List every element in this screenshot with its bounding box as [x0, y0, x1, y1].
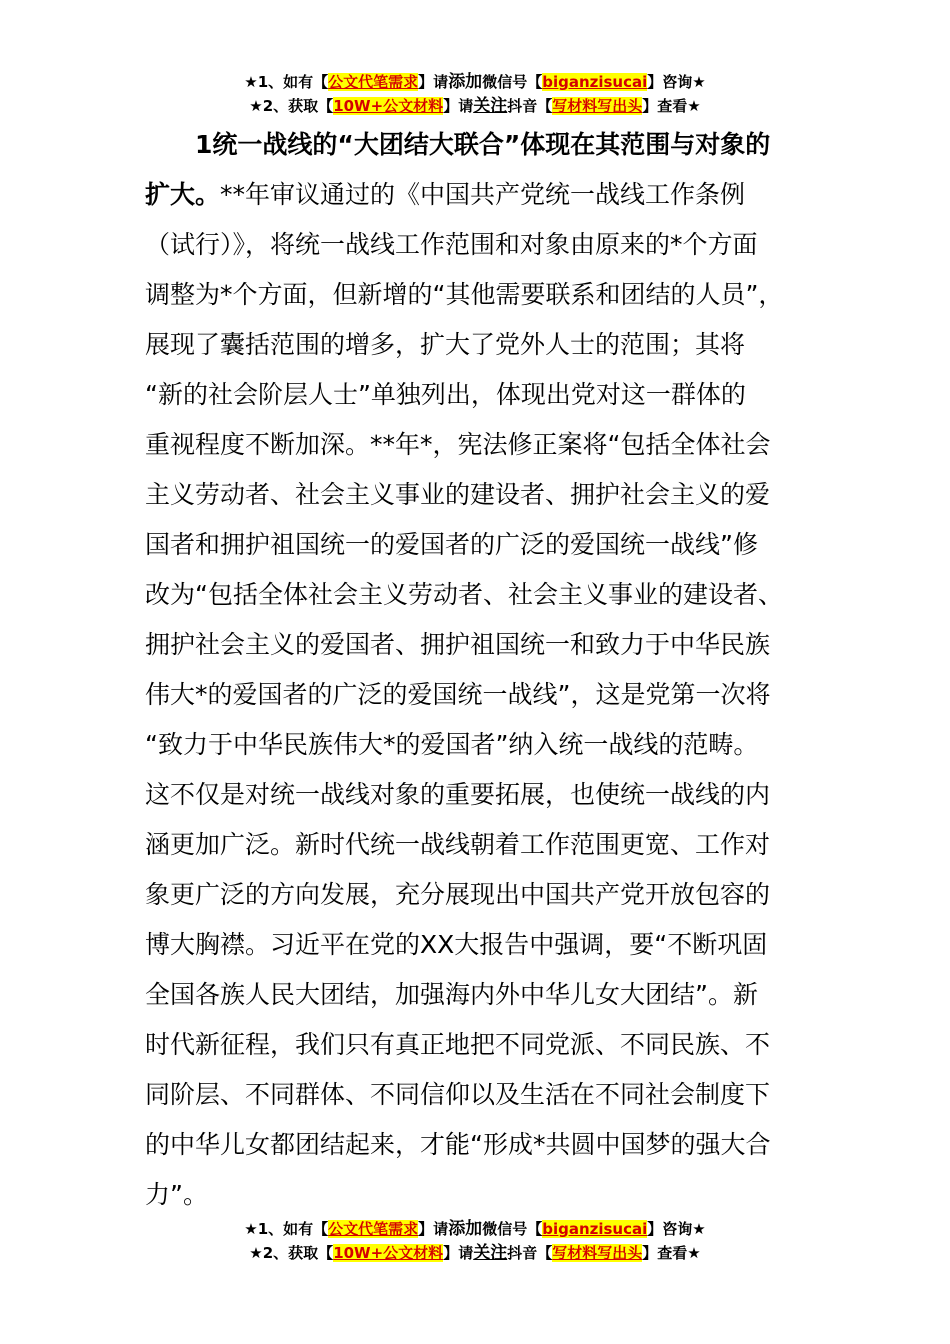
banner-text: 】请	[443, 97, 474, 115]
paragraph-line: 调整为*个方面，但新增的“其他需要联系和团结的人员”，	[145, 280, 784, 309]
banner-highlight: biganzisucai	[542, 1220, 648, 1238]
banner-text: 】查看★	[642, 1244, 701, 1262]
banner-highlight: 公文代笔需求	[328, 73, 419, 91]
paragraph-text: **年审议通过的《中国共产党统一战线工作条例	[220, 180, 746, 209]
banner-line-1	[0, 1217, 950, 1241]
paragraph-line: （试行）》，将统一战线工作范围和对象由原来的*个方面	[145, 230, 758, 259]
banner-text: 】查看★	[642, 97, 701, 115]
banner-highlight: 10W+公文材料	[333, 1244, 444, 1262]
banner-highlight: 10W+公文材料	[333, 97, 444, 115]
paragraph-line: 的中华儿女都团结起来，才能“形成*共圆中国梦的强大合	[145, 1130, 771, 1159]
heading-tail: 扩大。	[145, 180, 221, 209]
banner-text: 】咨询★	[647, 73, 706, 91]
top-banner	[0, 70, 950, 118]
banner-highlight: 写材料写出头	[552, 1244, 643, 1262]
banner-text: 】请	[418, 1220, 449, 1238]
paragraph-line	[145, 170, 810, 220]
bottom-banner	[0, 1217, 950, 1265]
paragraph-line: 主义劳动者、社会主义事业的建设者、拥护社会主义的爱	[145, 480, 771, 509]
banner-text: 抖音【	[507, 1244, 553, 1262]
banner-text: ★1、如有【	[244, 73, 329, 91]
banner-text: ★2、获取【	[249, 97, 334, 115]
paragraph-line: 改为“包括全体社会主义劳动者、社会主义事业的建设者、	[145, 580, 783, 609]
banner-highlight: 写材料写出头	[552, 97, 643, 115]
paragraph-line: 这不仅是对统一战线对象的重要拓展，也使统一战线的内	[145, 780, 771, 809]
paragraph-line: 涵更加广泛。新时代统一战线朝着工作范围更宽、工作对	[145, 830, 771, 859]
banner-highlight: biganzisucai	[542, 73, 648, 91]
banner-text: 微信号【	[482, 73, 543, 91]
paragraph-line: “致力于中华民族伟大*的爱国者”纳入统一战线的范畴。	[145, 730, 759, 759]
paragraph-line: 拥护社会主义的爱国者、拥护祖国统一和致力于中华民族	[145, 630, 771, 659]
paragraph-line: 同阶层、不同群体、不同信仰以及生活在不同社会制度下	[145, 1080, 771, 1109]
paragraph-line: 伟大*的爱国者的广泛的爱国统一战线”，这是党第一次将	[145, 680, 771, 709]
banner-text: ★2、获取【	[249, 1244, 334, 1262]
document-body	[145, 120, 810, 1220]
banner-line-2	[0, 1241, 950, 1265]
paragraph-line: 象更广泛的方向发展，充分展现出中国共产党开放包容的	[145, 880, 771, 909]
section-heading: 1统一战线的“大团结大联合”体现在其范围与对象的	[195, 130, 771, 159]
banner-text: ★1、如有【	[244, 1220, 329, 1238]
banner-highlight: 公文代笔需求	[328, 1220, 419, 1238]
paragraph-line: “新的社会阶层人士”单独列出，体现出党对这一群体的	[145, 380, 746, 409]
banner-text: 】请	[418, 73, 449, 91]
paragraph-line: 博大胸襟。习近平在党的XX大报告中强调，要“不断巩固	[145, 930, 768, 959]
paragraph-line: 国者和拥护祖国统一的爱国者的广泛的爱国统一战线”修	[145, 530, 758, 559]
banner-line-1	[0, 70, 950, 94]
banner-text: 关注	[473, 1243, 508, 1263]
paragraph-line: 全国各族人民大团结，加强海内外中华儿女大团结”。新	[145, 980, 758, 1009]
banner-text: 微信号【	[482, 1220, 543, 1238]
paragraph-line: 重视程度不断加深。**年*，宪法修正案将“包括全体社会	[145, 430, 771, 459]
paragraph-line: 力”。	[145, 1180, 208, 1209]
banner-text: 】咨询★	[647, 1220, 706, 1238]
banner-text: 添加	[448, 72, 483, 92]
banner-text: 】请	[443, 1244, 474, 1262]
paragraph-line: 展现了囊括范围的增多，扩大了党外人士的范围；其将	[145, 330, 746, 359]
banner-line-2	[0, 94, 950, 118]
banner-text: 关注	[473, 96, 508, 116]
paragraph-line: 时代新征程，我们只有真正地把不同党派、不同民族、不	[145, 1030, 771, 1059]
banner-text: 添加	[448, 1219, 483, 1239]
banner-text: 抖音【	[507, 97, 553, 115]
